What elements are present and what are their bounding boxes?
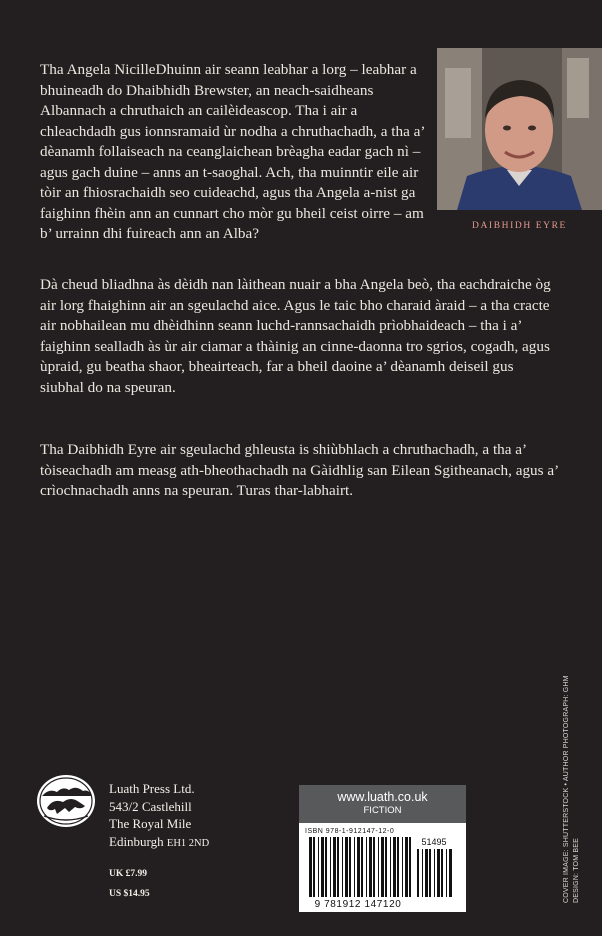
barcode-bar bbox=[397, 837, 399, 897]
barcode-bar bbox=[446, 849, 447, 897]
credits-line-2: DESIGN: TOM BEE bbox=[573, 838, 580, 903]
author-photo bbox=[437, 48, 602, 210]
barcode-bar bbox=[361, 837, 363, 897]
publisher-address-line-2: The Royal Mile bbox=[109, 816, 192, 831]
website-url: www.luath.co.uk bbox=[337, 790, 428, 804]
barcode-header bbox=[299, 785, 466, 823]
barcode-bar bbox=[369, 837, 372, 897]
barcode-bar bbox=[318, 837, 319, 897]
barcode-bar bbox=[333, 837, 336, 897]
publisher-postcode: EH1 2ND bbox=[166, 837, 210, 849]
author-caption: DAIBHIDH EYRE bbox=[472, 221, 567, 231]
barcode-bar bbox=[422, 849, 423, 897]
publisher-city-line bbox=[109, 833, 209, 853]
credits-line-1: COVER IMAGE: SHUTTERSTOCK • AUTHOR PHOTOGRAPH: GHM bbox=[563, 675, 570, 903]
barcode-digits: 9 781912 147120 bbox=[314, 899, 402, 909]
barcode-bars-main bbox=[309, 837, 411, 897]
barcode-bar bbox=[345, 837, 348, 897]
price-uk: UK £7.99 bbox=[109, 869, 147, 879]
barcode-bar bbox=[390, 837, 391, 897]
blurb-paragraph-2: Dà cheud bliadhna às dèidh nan làithean nuair a bha Angela beò, tha eachdraiche òg air lorg fhaighinn air an sgeulachd aice. Agus le taic bho charaid àraid – a tha cracte air nobhailean mu dhèidhinn seann luchd-rannsachaidh prìobhaideach – tha i a’ faighinn sealladh às ùr air ciamar a thàinig an cinne-daonna tro sgrios, cogadh, agus ùpraid, gu beatha shaor, bheairteach, far a bheil daoine a’ dèanamh deiseil gus siubhal do na speuran. bbox=[40, 276, 551, 396]
publisher-address-line-1: 543/2 Castlehill bbox=[109, 798, 192, 814]
barcode-bar bbox=[429, 849, 431, 897]
publisher-city: Edinburgh bbox=[109, 833, 164, 849]
barcode-bar bbox=[381, 837, 384, 897]
luath-logo bbox=[35, 772, 97, 830]
barcode-bar bbox=[441, 849, 443, 897]
barcode-bar bbox=[405, 837, 408, 897]
publisher-name: Luath Press Ltd. bbox=[109, 781, 195, 796]
barcode-bar bbox=[366, 837, 367, 897]
cover-credits bbox=[562, 675, 582, 903]
barcode-bar bbox=[325, 837, 327, 897]
barcode-bar bbox=[434, 849, 435, 897]
barcode-bar bbox=[330, 837, 331, 897]
barcode-bar bbox=[385, 837, 387, 897]
barcode-addon-digits: 51495 bbox=[421, 837, 447, 847]
blurb-paragraph-1: Tha Angela NicilleDhuinn air seann leabhar a lorg – leabhar a bhuineadh do Dhaibhidh Brewster, an neach-saidheans Albannach a chruthaich an cailèideascop. Tha i air a chleachdadh gus ionnsramaid ùr nodha a chruthachadh, a tha a’ dèanamh follaiseach na ceanglaichean brèagha eadar gach nì – agus gach duine – anns an t-saoghal. Ach, tha muinntir eile air tòir an fhiosrachaidh seo cuideachd, agus tha Angela a-nist ga faighinn fhèin ann an cunnart cho mòr gu bheil ceist oirre – am b’ urrainn dhi fuireach ann an Alba? bbox=[40, 61, 425, 242]
barcode-bar bbox=[337, 837, 339, 897]
barcode-bar bbox=[409, 837, 411, 897]
barcode-graphic bbox=[303, 837, 462, 909]
category-label: FICTION bbox=[363, 805, 402, 816]
barcode-bar bbox=[393, 837, 396, 897]
barcode-bar bbox=[357, 837, 360, 897]
blurb-paragraph-3: Tha Daibhidh Eyre air sgeulachd ghleusta is shiùbhlach a chruthachadh, a tha a’ tòiseachadh am measg ath-bheothachadh na Gàidhlig san Eilean Sgitheanach, agus a’ crìochnachadh anns na speuran. Turas thar-labhairt. bbox=[40, 441, 559, 499]
barcode-bar bbox=[378, 837, 379, 897]
barcode-bar bbox=[373, 837, 375, 897]
barcode-bar bbox=[321, 837, 324, 897]
barcode-bar bbox=[313, 837, 315, 897]
publisher-address bbox=[109, 780, 209, 852]
isbn-label: ISBN 978-1-912147-12-0 bbox=[305, 828, 395, 835]
barcode-bar bbox=[309, 837, 312, 897]
barcode-bar bbox=[417, 849, 419, 897]
barcode-bar bbox=[354, 837, 355, 897]
barcode-bar bbox=[437, 849, 440, 897]
barcode-bar bbox=[425, 849, 428, 897]
barcode-bars-addon bbox=[417, 849, 452, 897]
prices bbox=[109, 864, 150, 904]
barcode-bar bbox=[449, 849, 452, 897]
barcode-bar bbox=[402, 837, 403, 897]
price-us: US $14.95 bbox=[109, 889, 150, 899]
barcode-bar bbox=[342, 837, 343, 897]
barcode-panel bbox=[299, 785, 466, 912]
barcode-bar bbox=[349, 837, 351, 897]
